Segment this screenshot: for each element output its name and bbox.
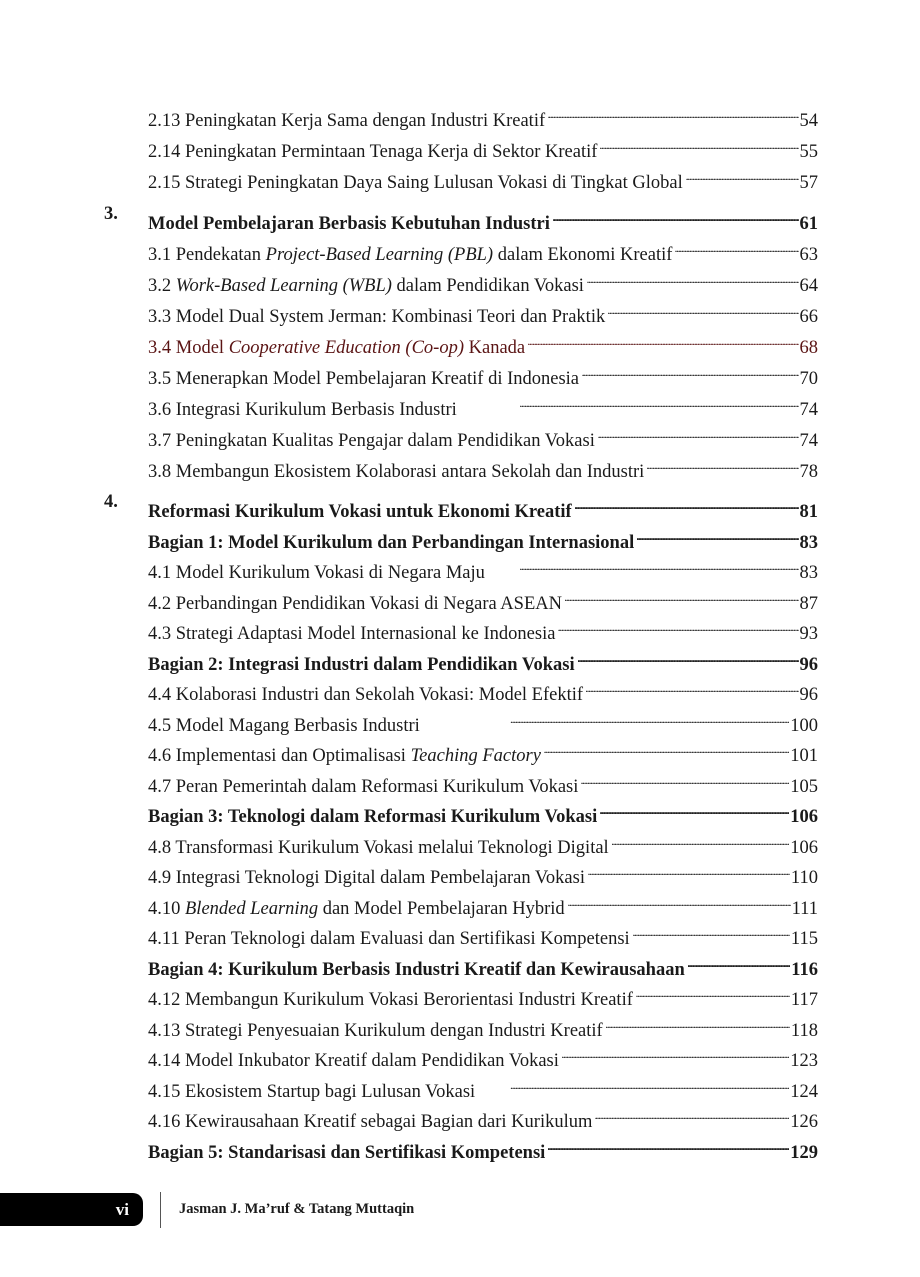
chapter-number: 4. <box>104 492 118 512</box>
dot-leader <box>544 731 789 761</box>
page-number: vi <box>115 1200 129 1219</box>
toc-part-entry[interactable] <box>148 792 818 827</box>
title-text: 3.4 Model <box>148 338 229 358</box>
toc-entry-title: Bagian 1: Model Kurikulum dan Perbandingan Internasional <box>148 533 635 553</box>
toc-entry-page: 61 <box>799 214 818 234</box>
toc-entry[interactable] <box>148 853 818 888</box>
toc-entry[interactable] <box>148 609 818 644</box>
toc-entry-page: 81 <box>799 502 818 522</box>
toc-entry-highlighted[interactable] <box>148 323 818 358</box>
toc-entry[interactable] <box>148 292 818 327</box>
dot-leader <box>488 548 799 578</box>
toc-entry-page: 70 <box>799 369 818 389</box>
toc-entry-page: 106 <box>790 807 818 827</box>
toc-entry-title: 4.5 Model Magang Berbasis Industri <box>148 716 420 736</box>
toc-entry[interactable] <box>148 762 818 797</box>
toc-entry-title: 4.1 Model Kurikulum Vokasi di Negara Maju <box>148 563 485 583</box>
dot-leader <box>575 487 799 517</box>
dot-leader <box>588 853 790 883</box>
toc-entry-page: 66 <box>799 307 818 327</box>
toc-entry-page: 116 <box>791 960 818 980</box>
toc-entry-page: 117 <box>790 990 818 1010</box>
dot-leader <box>553 199 799 229</box>
toc-entry[interactable] <box>148 1097 818 1132</box>
toc-entry[interactable] <box>148 416 818 451</box>
title-italic-term: Cooperative Education (Co-op) <box>228 338 465 358</box>
toc-entry[interactable] <box>148 823 818 858</box>
toc-entry[interactable] <box>148 447 818 482</box>
toc-entry[interactable] <box>148 914 818 949</box>
chapter-number: 3. <box>104 204 118 224</box>
toc-entry-page: 83 <box>799 563 818 583</box>
title-text: dalam Pendidikan Vokasi <box>391 276 584 296</box>
toc-entry-page: 105 <box>790 777 818 797</box>
dot-leader <box>586 670 798 700</box>
toc-entry[interactable] <box>148 385 818 420</box>
toc-part-entry[interactable] <box>148 640 818 675</box>
dot-leader <box>548 1128 789 1158</box>
page-number-tab <box>0 1193 143 1226</box>
toc-entry-page: 126 <box>790 1112 818 1132</box>
title-text: 3.2 <box>148 276 176 296</box>
dot-leader <box>606 1006 790 1036</box>
dot-leader <box>675 230 798 260</box>
toc-entry-page: 100 <box>790 716 818 736</box>
toc-entry[interactable] <box>148 96 818 131</box>
toc-entry-page: 106 <box>790 838 818 858</box>
dot-leader <box>608 292 798 322</box>
dot-leader <box>686 158 799 188</box>
toc-entry[interactable] <box>148 548 818 583</box>
toc-entry-page: 124 <box>790 1082 818 1102</box>
toc-part-entry[interactable] <box>148 518 818 553</box>
toc-entry-title: 4.7 Peran Pemerintah dalam Reformasi Kurikulum Vokasi <box>148 777 579 797</box>
footer-authors: Jasman J. Ma’ruf & Tatang Muttaqin <box>179 1201 415 1217</box>
toc-entry-page: 123 <box>790 1051 818 1071</box>
toc-entry-page: 129 <box>790 1143 818 1163</box>
dot-leader <box>578 640 799 670</box>
toc-entry-title: 4.12 Membangun Kurikulum Vokasi Berorientasi Industri Kreatif <box>148 990 633 1010</box>
toc-entry[interactable] <box>148 884 818 919</box>
dot-leader <box>478 1067 789 1097</box>
dot-leader <box>598 416 799 446</box>
toc-entry-page: 55 <box>799 142 818 162</box>
toc-chapter-entry[interactable] <box>104 487 818 522</box>
toc-entry-page: 74 <box>799 400 818 420</box>
dot-leader <box>558 609 798 639</box>
toc-entry-title: 4.9 Integrasi Teknologi Digital dalam Pembelajaran Vokasi <box>148 868 585 888</box>
title-italic-term: Teaching Factory <box>410 746 541 766</box>
toc-entry-page: 83 <box>799 533 818 553</box>
toc-entry-page: 96 <box>799 685 818 705</box>
title-italic-term: Project-Based Learning (PBL) <box>265 245 494 265</box>
toc-entry-title: 2.15 Strategi Peningkatan Daya Saing Lulusan Vokasi di Tingkat Global <box>148 173 683 193</box>
dot-leader <box>637 518 798 548</box>
dot-leader <box>568 884 791 914</box>
toc-entry[interactable] <box>148 127 818 162</box>
title-text: dan Model Pembelajaran Hybrid <box>318 899 565 919</box>
title-text: 4.10 <box>148 899 185 919</box>
dot-leader <box>587 261 799 291</box>
toc-entry-title: 4.3 Strategi Adaptasi Model Internasional ke Indonesia <box>148 624 556 644</box>
dot-leader <box>688 945 791 975</box>
toc-entry-title: 3.6 Integrasi Kurikulum Berbasis Industri <box>148 400 457 420</box>
toc-entry-page: 78 <box>799 462 818 482</box>
dot-leader <box>636 975 790 1005</box>
dot-leader <box>548 96 798 126</box>
toc-entry-page: 93 <box>799 624 818 644</box>
toc-entry-title: Model Pembelajaran Berbasis Kebutuhan Industri <box>148 214 550 234</box>
toc-entry[interactable] <box>148 670 818 705</box>
toc-entry-title: 3.8 Membangun Ekosistem Kolaborasi antara Sekolah dan Industri <box>148 462 645 482</box>
toc-entry-page: 111 <box>791 899 818 919</box>
dot-leader <box>582 354 798 384</box>
toc-entry[interactable] <box>148 1036 818 1071</box>
toc-entry-title: Reformasi Kurikulum Vokasi untuk Ekonomi Kreatif <box>148 502 572 522</box>
toc-entry-title: 4.11 Peran Teknologi dalam Evaluasi dan Sertifikasi Kompetensi <box>148 929 630 949</box>
toc-entry[interactable] <box>148 158 818 193</box>
toc-entry-title: 4.14 Model Inkubator Kreatif dalam Pendidikan Vokasi <box>148 1051 559 1071</box>
dot-leader <box>423 701 789 731</box>
toc-part-entry[interactable] <box>148 1128 818 1163</box>
toc-entry-page: 118 <box>790 1021 818 1041</box>
toc-entry-title: 3.5 Menerapkan Model Pembelajaran Kreatif di Indonesia <box>148 369 580 389</box>
toc-entry-title: 3.3 Model Dual System Jerman: Kombinasi Teori dan Praktik <box>148 307 606 327</box>
toc-entry[interactable] <box>148 261 818 296</box>
dot-leader <box>565 579 799 609</box>
toc-entry[interactable] <box>148 579 818 614</box>
title-text: Kanada <box>464 338 526 358</box>
toc-entry-page: 96 <box>799 655 818 675</box>
toc-entry[interactable] <box>148 701 818 736</box>
toc-entry-title: 4.2 Perbandingan Pendidikan Vokasi di Negara ASEAN <box>148 594 562 614</box>
toc-entry-page: 115 <box>790 929 818 949</box>
toc-entry[interactable] <box>148 230 818 265</box>
toc-entry-title: 2.14 Peningkatan Permintaan Tenaga Kerja di Sektor Kreatif <box>148 142 598 162</box>
toc-entry-page: 110 <box>790 868 818 888</box>
toc-entry-page: 57 <box>799 173 818 193</box>
title-italic-term: Blended Learning <box>185 899 319 919</box>
toc-entry-title: 4.16 Kewirausahaan Kreatif sebagai Bagian dari Kurikulum <box>148 1112 593 1132</box>
footer-divider <box>160 1192 161 1228</box>
dot-leader <box>581 762 789 792</box>
toc-entry-title: 4.15 Ekosistem Startup bagi Lulusan Vokasi <box>148 1082 476 1102</box>
dot-leader <box>647 447 798 477</box>
toc-entry[interactable] <box>148 1067 818 1102</box>
toc-entry-title: Bagian 5: Standarisasi dan Sertifikasi Kompetensi <box>148 1143 546 1163</box>
toc-entry-title: 4.8 Transformasi Kurikulum Vokasi melalui Teknologi Digital <box>148 838 609 858</box>
dot-leader <box>595 1097 789 1127</box>
toc-entry-page: 64 <box>799 276 818 296</box>
toc-entry-page: 74 <box>799 431 818 451</box>
toc-entry-page: 54 <box>799 111 818 131</box>
toc-entry-page: 63 <box>799 245 818 265</box>
dot-leader <box>612 823 790 853</box>
dot-leader <box>600 792 789 822</box>
dot-leader <box>528 323 798 353</box>
toc-chapter-entry[interactable] <box>104 199 818 234</box>
title-text: 3.1 Pendekatan <box>148 245 266 265</box>
toc-entry-title: Bagian 3: Teknologi dalam Reformasi Kurikulum Vokasi <box>148 807 598 827</box>
title-italic-term: Work-Based Learning (WBL) <box>175 276 392 296</box>
toc-entry-title: 3.7 Peningkatan Kualitas Pengajar dalam Pendidikan Vokasi <box>148 431 595 451</box>
dot-leader <box>633 914 790 944</box>
title-text: 4.6 Implementasi dan Optimalisasi <box>148 746 411 766</box>
toc-entry-page: 101 <box>790 746 818 766</box>
toc-entry-title: 4.13 Strategi Penyesuaian Kurikulum dengan Industri Kreatif <box>148 1021 603 1041</box>
toc-entry[interactable] <box>148 975 818 1010</box>
toc-entry[interactable] <box>148 354 818 389</box>
toc-entry-title: Bagian 2: Integrasi Industri dalam Pendidikan Vokasi <box>148 655 575 675</box>
toc-entry-title: 2.13 Peningkatan Kerja Sama dengan Industri Kreatif <box>148 111 546 131</box>
toc-entry-title: Bagian 4: Kurikulum Berbasis Industri Kreatif dan Kewirausahaan <box>148 960 685 980</box>
toc-entry-title: 4.4 Kolaborasi Industri dan Sekolah Vokasi: Model Efektif <box>148 685 584 705</box>
toc-part-entry[interactable] <box>148 945 818 980</box>
title-text: dalam Ekonomi Kreatif <box>493 245 673 265</box>
dot-leader <box>600 127 798 157</box>
toc-entry[interactable] <box>148 731 818 766</box>
dot-leader <box>562 1036 789 1066</box>
toc-entry[interactable] <box>148 1006 818 1041</box>
dot-leader <box>460 385 799 415</box>
toc-entry-page: 87 <box>799 594 818 614</box>
toc-entry-page: 68 <box>799 338 818 358</box>
